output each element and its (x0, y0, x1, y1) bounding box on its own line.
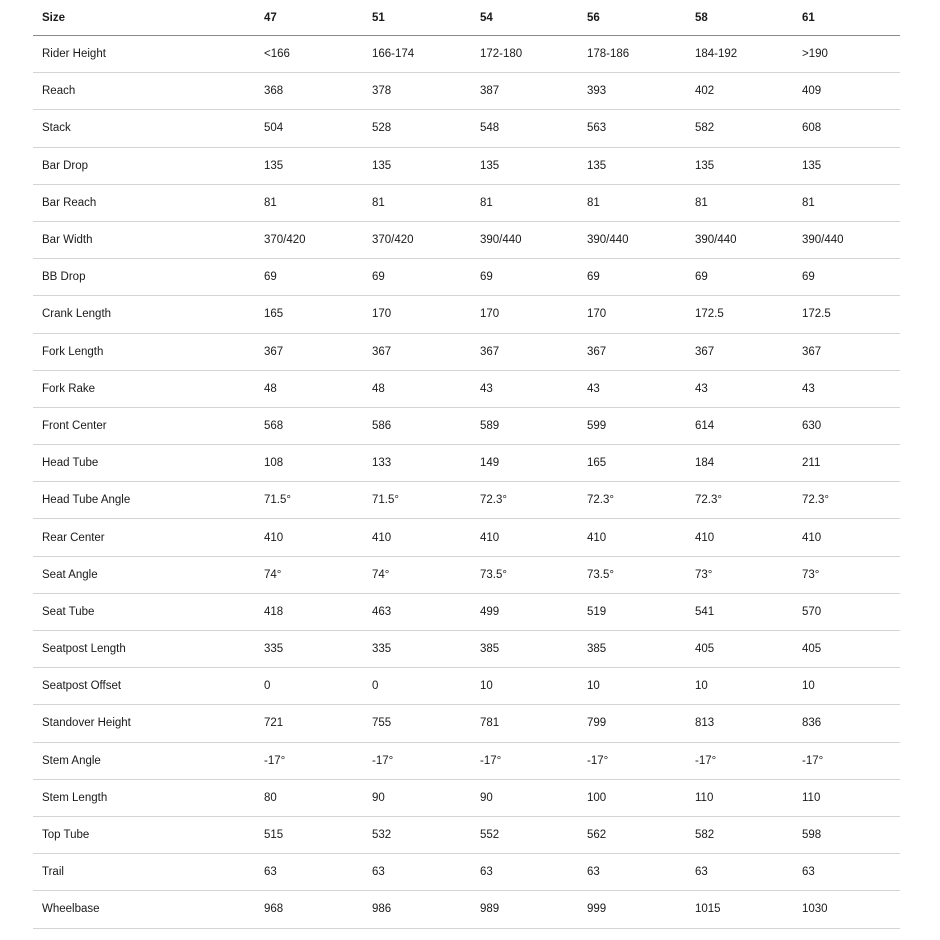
table-cell: 541 (695, 605, 715, 618)
table-cell: 172-180 (480, 48, 523, 61)
table-cell: 81 (372, 196, 385, 209)
table-cell: 390/440 (802, 234, 844, 247)
table-cell: 184-192 (695, 48, 738, 61)
header-label: Size (42, 11, 66, 24)
table-cell: 721 (264, 717, 284, 730)
table-cell: 570 (802, 605, 822, 618)
table-cell: 989 (480, 903, 500, 916)
header-size-58: 58 (695, 11, 708, 24)
row-label: Wheelbase (42, 903, 100, 916)
table-row (33, 854, 900, 891)
table-cell: 10 (695, 680, 708, 693)
table-cell: 387 (480, 85, 500, 98)
table-cell: 563 (587, 122, 607, 135)
table-cell: 72.3° (695, 494, 722, 507)
row-label: Standover Height (42, 717, 131, 730)
table-cell: 211 (802, 457, 821, 470)
table-cell: 81 (587, 196, 600, 209)
row-label: Bar Width (42, 234, 93, 247)
table-cell: -17° (695, 754, 717, 767)
table-cell: 409 (802, 85, 822, 98)
table-row (33, 36, 900, 73)
row-label: Head Tube Angle (42, 494, 131, 507)
row-label: Crank Length (42, 308, 112, 321)
table-cell: 43 (695, 382, 708, 395)
table-cell: 63 (695, 866, 708, 879)
header-size-56: 56 (587, 11, 600, 24)
table-cell: 135 (264, 159, 284, 172)
table-cell: 0 (264, 680, 271, 693)
table-cell: 43 (480, 382, 493, 395)
table-row (33, 445, 900, 482)
table-cell: 367 (372, 345, 392, 358)
table-cell: 178-186 (587, 48, 630, 61)
table-cell: -17° (372, 754, 394, 767)
row-label: Rear Center (42, 531, 105, 544)
table-cell: 378 (372, 85, 392, 98)
table-cell: 367 (264, 345, 284, 358)
table-row (33, 73, 900, 110)
row-label: Stem Angle (42, 754, 101, 767)
table-row (33, 631, 900, 668)
table-row (33, 408, 900, 445)
table-cell: 562 (587, 829, 607, 842)
table-cell: 528 (372, 122, 392, 135)
table-row (33, 110, 900, 147)
table-cell: 90 (480, 791, 493, 804)
table-cell: 755 (372, 717, 392, 730)
table-cell: 582 (695, 122, 715, 135)
table-row (33, 482, 900, 519)
table-body (33, 36, 900, 929)
table-cell: 405 (695, 643, 715, 656)
row-label: Bar Reach (42, 196, 97, 209)
table-cell: 999 (587, 903, 607, 916)
table-cell: 170 (372, 308, 392, 321)
row-label: Top Tube (42, 829, 90, 842)
table-cell: -17° (802, 754, 824, 767)
table-cell: 69 (264, 271, 277, 284)
table-cell: 63 (264, 866, 277, 879)
table-cell: 108 (264, 457, 284, 470)
table-cell: 63 (587, 866, 600, 879)
table-cell: 43 (802, 382, 815, 395)
table-cell: <166 (264, 48, 290, 61)
table-cell: 836 (802, 717, 822, 730)
table-cell: 367 (480, 345, 500, 358)
table-cell: 81 (802, 196, 815, 209)
row-label: Seatpost Offset (42, 680, 122, 693)
table-cell: 73° (802, 568, 820, 581)
table-cell: 589 (480, 419, 500, 432)
table-cell: 335 (372, 643, 392, 656)
table-cell: 135 (372, 159, 392, 172)
table-row (33, 334, 900, 371)
table-cell: 72.3° (802, 494, 829, 507)
table-cell: 552 (480, 829, 500, 842)
table-cell: 170 (480, 308, 500, 321)
table-cell: 367 (802, 345, 822, 358)
row-label: Stack (42, 122, 71, 135)
table-cell: 149 (480, 457, 500, 470)
row-label: BB Drop (42, 271, 86, 284)
table-cell: -17° (587, 754, 609, 767)
header-size-47: 47 (264, 11, 277, 24)
table-cell: 10 (480, 680, 493, 693)
table-cell: 69 (802, 271, 815, 284)
table-cell: 81 (480, 196, 493, 209)
table-cell: 73° (695, 568, 713, 581)
table-cell: 63 (480, 866, 493, 879)
table-row (33, 743, 900, 780)
table-cell: 165 (264, 308, 284, 321)
table-cell: 367 (587, 345, 607, 358)
row-label: Stem Length (42, 791, 108, 804)
table-row (33, 185, 900, 222)
table-cell: 71.5° (264, 494, 291, 507)
row-label: Rider Height (42, 48, 106, 61)
table-cell: 390/440 (587, 234, 629, 247)
table-cell: 74° (264, 568, 282, 581)
table-cell: 73.5° (587, 568, 614, 581)
table-row (33, 259, 900, 296)
table-cell: 515 (264, 829, 284, 842)
table-cell: -17° (480, 754, 502, 767)
table-cell: 69 (587, 271, 600, 284)
row-label: Bar Drop (42, 159, 89, 172)
table-row (33, 519, 900, 556)
row-label: Head Tube (42, 457, 99, 470)
table-cell: -17° (264, 754, 286, 767)
table-cell: 135 (695, 159, 715, 172)
table-cell: 390/440 (480, 234, 522, 247)
table-cell: 10 (587, 680, 600, 693)
table-cell: 499 (480, 605, 500, 618)
table-cell: 367 (695, 345, 715, 358)
table-cell: 630 (802, 419, 822, 432)
table-cell: 0 (372, 680, 379, 693)
table-row (33, 222, 900, 259)
table-row (33, 668, 900, 705)
table-cell: 463 (372, 605, 392, 618)
table-cell: 410 (802, 531, 822, 544)
table-cell: 410 (587, 531, 607, 544)
row-label: Trail (42, 866, 64, 879)
table-cell: 410 (372, 531, 392, 544)
table-cell: 90 (372, 791, 385, 804)
table-cell: 418 (264, 605, 284, 618)
table-cell: 110 (802, 791, 821, 804)
table-header-row (33, 0, 900, 36)
table-cell: 410 (695, 531, 715, 544)
row-label: Seat Tube (42, 605, 95, 618)
table-cell: 519 (587, 605, 607, 618)
table-cell: 69 (372, 271, 385, 284)
table-cell: 110 (695, 791, 714, 804)
table-cell: 71.5° (372, 494, 399, 507)
table-cell: 410 (480, 531, 500, 544)
header-size-61: 61 (802, 11, 815, 24)
table-cell: 43 (587, 382, 600, 395)
table-cell: 548 (480, 122, 500, 135)
table-row (33, 148, 900, 185)
table-cell: 166-174 (372, 48, 415, 61)
table-row (33, 371, 900, 408)
row-label: Seat Angle (42, 568, 98, 581)
table-row (33, 780, 900, 817)
table-row (33, 817, 900, 854)
table-cell: 81 (695, 196, 708, 209)
table-cell: 133 (372, 457, 392, 470)
table-cell: 393 (587, 85, 607, 98)
table-cell: 599 (587, 419, 607, 432)
table-cell: 1030 (802, 903, 828, 916)
table-cell: 568 (264, 419, 284, 432)
table-cell: 100 (587, 791, 607, 804)
table-cell: 184 (695, 457, 715, 470)
table-cell: 63 (802, 866, 815, 879)
table-cell: 69 (695, 271, 708, 284)
geometry-table (33, 0, 900, 929)
row-label: Reach (42, 85, 76, 98)
table-cell: 799 (587, 717, 607, 730)
row-label: Fork Length (42, 345, 104, 358)
table-cell: >190 (802, 48, 828, 61)
table-cell: 781 (480, 717, 500, 730)
table-cell: 74° (372, 568, 390, 581)
table-cell: 813 (695, 717, 715, 730)
table-cell: 370/420 (264, 234, 306, 247)
table-cell: 10 (802, 680, 815, 693)
table-cell: 968 (264, 903, 284, 916)
table-cell: 410 (264, 531, 284, 544)
table-cell: 48 (372, 382, 385, 395)
header-size-51: 51 (372, 11, 385, 24)
table-cell: 172.5 (802, 308, 831, 321)
table-cell: 135 (587, 159, 607, 172)
table-row (33, 891, 900, 928)
table-cell: 72.3° (480, 494, 507, 507)
table-cell: 80 (264, 791, 277, 804)
table-cell: 135 (480, 159, 500, 172)
row-label: Seatpost Length (42, 643, 126, 656)
row-label: Front Center (42, 419, 107, 432)
table-cell: 582 (695, 829, 715, 842)
table-row (33, 705, 900, 742)
table-cell: 72.3° (587, 494, 614, 507)
table-cell: 614 (695, 419, 715, 432)
table-cell: 335 (264, 643, 284, 656)
row-label: Fork Rake (42, 382, 96, 395)
table-cell: 598 (802, 829, 822, 842)
table-cell: 48 (264, 382, 277, 395)
table-cell: 165 (587, 457, 607, 470)
table-cell: 172.5 (695, 308, 724, 321)
table-cell: 586 (372, 419, 392, 432)
table-cell: 370/420 (372, 234, 414, 247)
header-size-54: 54 (480, 11, 493, 24)
table-cell: 986 (372, 903, 392, 916)
table-cell: 385 (480, 643, 500, 656)
table-cell: 135 (802, 159, 822, 172)
table-cell: 170 (587, 308, 607, 321)
table-cell: 402 (695, 85, 715, 98)
table-cell: 63 (372, 866, 385, 879)
table-cell: 69 (480, 271, 493, 284)
table-cell: 405 (802, 643, 822, 656)
table-cell: 504 (264, 122, 284, 135)
table-row (33, 594, 900, 631)
table-cell: 385 (587, 643, 607, 656)
table-cell: 1015 (695, 903, 721, 916)
table-cell: 390/440 (695, 234, 737, 247)
table-cell: 81 (264, 196, 277, 209)
table-cell: 73.5° (480, 568, 507, 581)
table-cell: 368 (264, 85, 284, 98)
table-cell: 608 (802, 122, 822, 135)
table-row (33, 296, 900, 333)
table-cell: 532 (372, 829, 392, 842)
table-row (33, 557, 900, 594)
